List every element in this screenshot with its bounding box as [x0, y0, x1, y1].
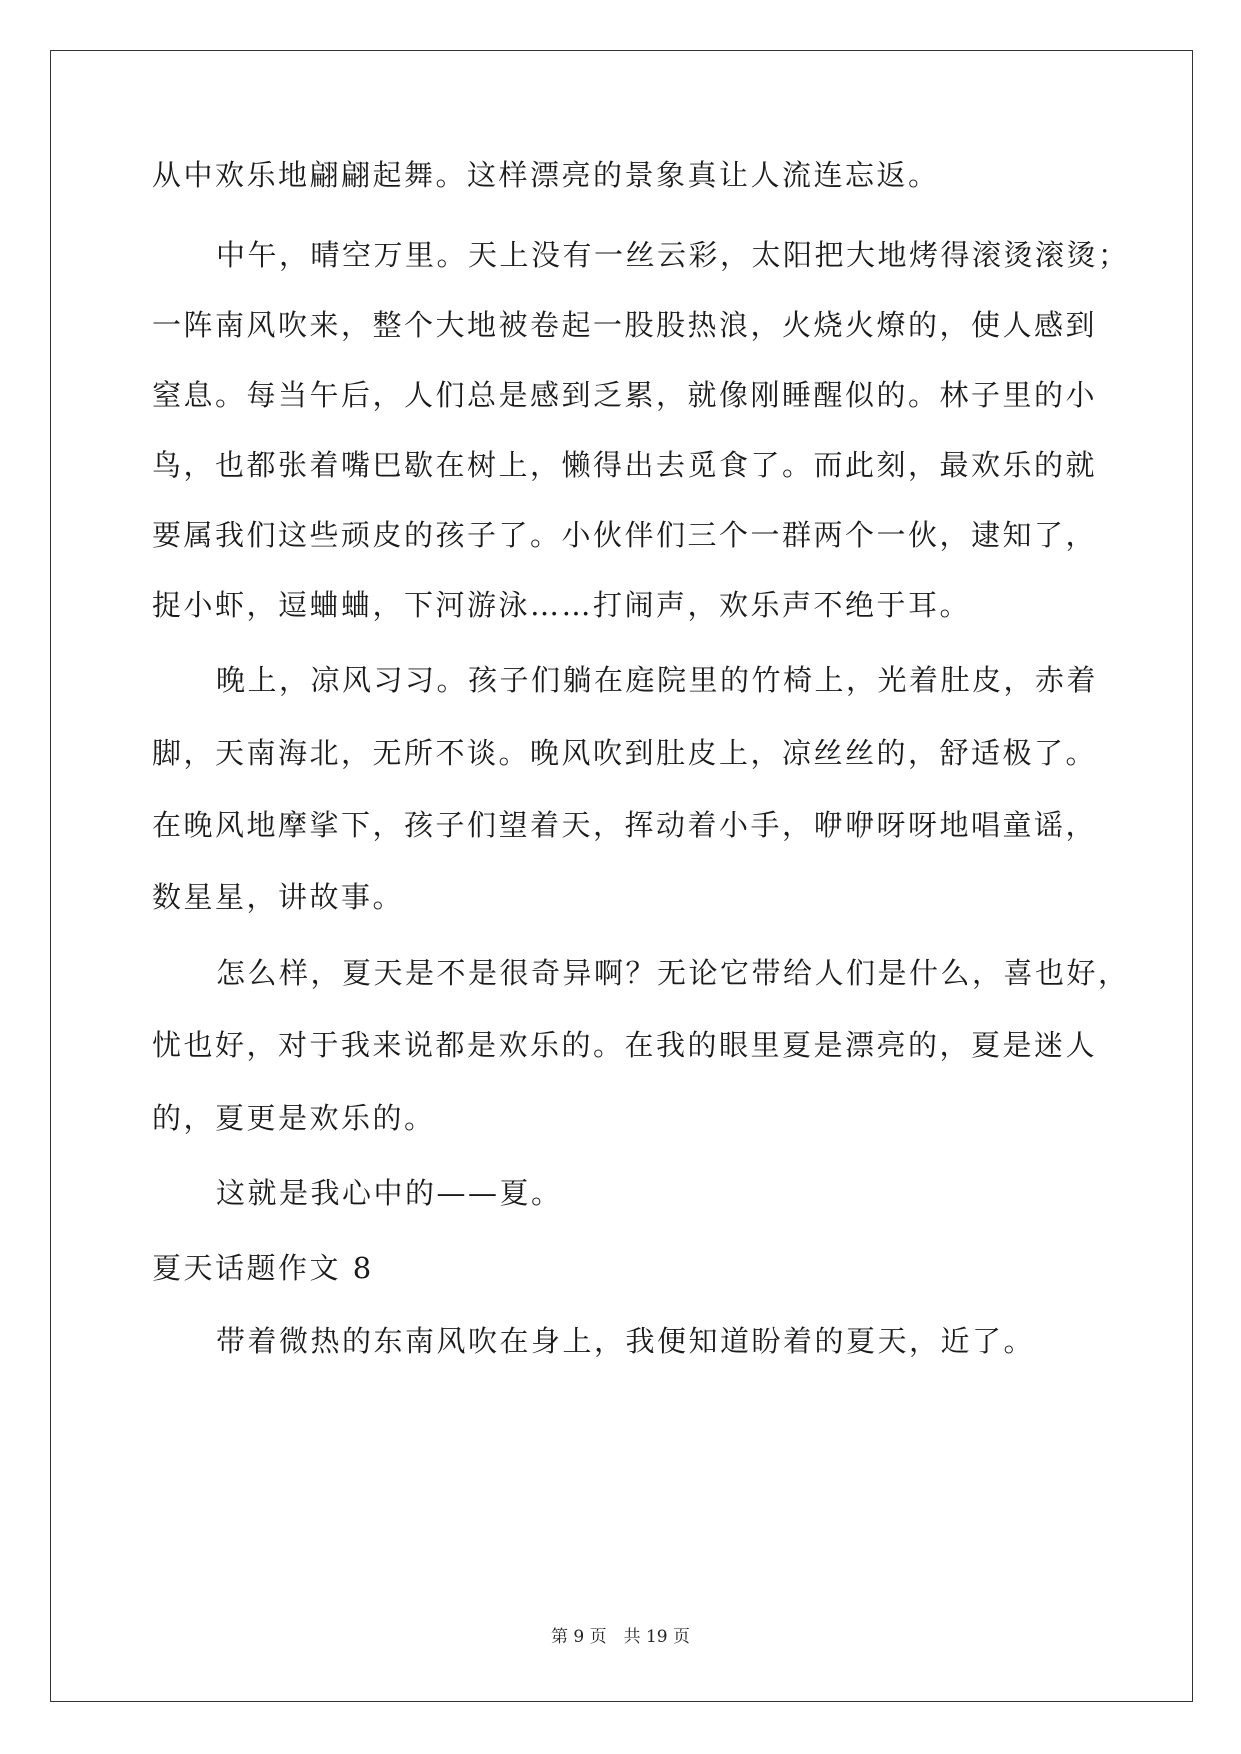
text-line: 从中欢乐地翩翩起舞。这样漂亮的景象真让人流连忘返。 [152, 158, 940, 192]
text-line: 脚，天南海北，无所不谈。晚风吹到肚皮上，凉丝丝的，舒适极了。 [152, 736, 1098, 770]
text-line: 一阵南风吹来，整个大地被卷起一股股热浪，火烧火燎的，使人感到 [152, 308, 1098, 342]
paragraph-start: 怎么样，夏天是不是很奇异啊？无论它带给人们是什么，喜也好， [216, 956, 1130, 990]
text-line: 窒息。每当午后，人们总是感到乏累，就像刚睡醒似的。林子里的小 [152, 378, 1098, 412]
paragraph-start: 晚上，凉风习习。孩子们躺在庭院里的竹椅上，光着肚皮，赤着 [216, 663, 1099, 697]
text-line: 数星星，讲故事。 [152, 880, 405, 914]
page-footer: 第 9 页 共 19 页 [550, 1627, 691, 1647]
paragraph-start: 中午，晴空万里。天上没有一丝云彩，太阳把大地烤得滚烫滚烫； [216, 238, 1130, 272]
text-line: 忧也好，对于我来说都是欢乐的。在我的眼里夏是漂亮的，夏是迷人 [152, 1028, 1098, 1062]
text-line: 鸟，也都张着嘴巴歇在树上，懒得出去觅食了。而此刻，最欢乐的就 [152, 448, 1098, 482]
paragraph-start: 这就是我心中的——夏。 [216, 1176, 563, 1210]
page-border [50, 50, 1193, 1702]
text-line: 捉小虾，逗蛐蛐，下河游泳……打闹声，欢乐声不绝于耳。 [152, 588, 972, 622]
section-heading: 夏天话题作文 8 [152, 1251, 374, 1285]
paragraph-start: 带着微热的东南风吹在身上，我便知道盼着的夏天，近了。 [216, 1324, 1036, 1358]
text-line: 在晚风地摩挲下，孩子们望着天，挥动着小手，咿咿呀呀地唱童谣， [152, 808, 1098, 842]
text-line: 要属我们这些顽皮的孩子了。小伙伴们三个一群两个一伙，逮知了， [152, 518, 1098, 552]
text-line: 的，夏更是欢乐的。 [152, 1101, 436, 1135]
